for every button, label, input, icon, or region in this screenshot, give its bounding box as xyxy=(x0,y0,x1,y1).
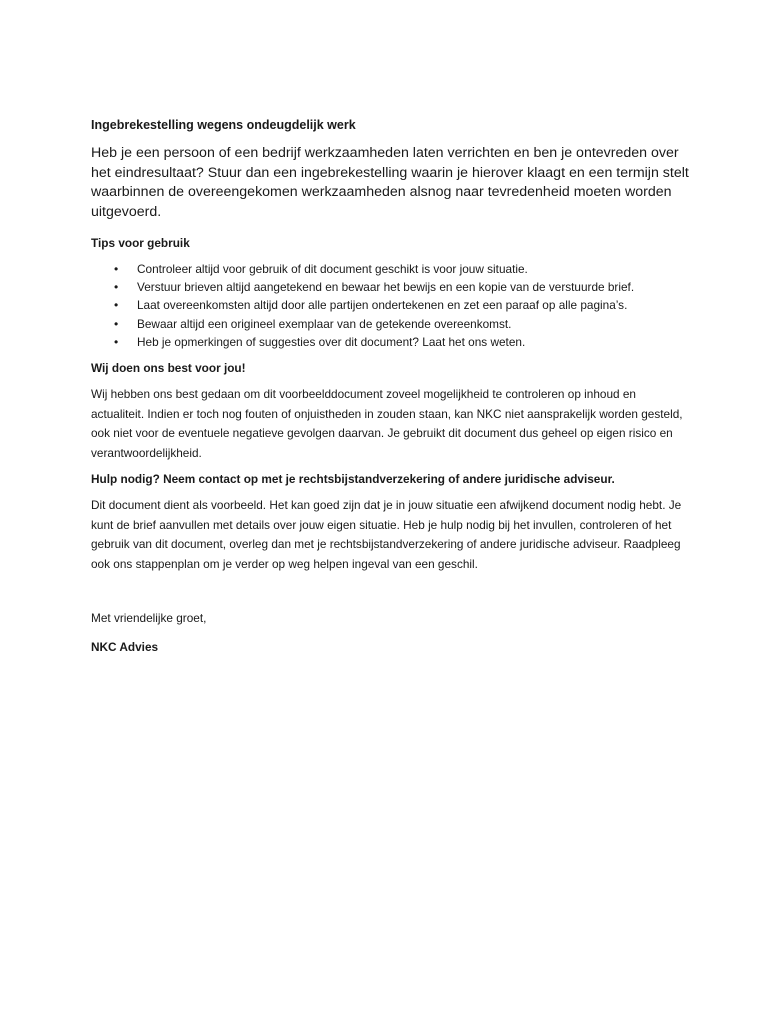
tip-item xyxy=(91,260,691,278)
bullet-icon: • xyxy=(114,316,119,331)
document-title: Ingebrekestelling wegens ondeugdelijk werk xyxy=(91,118,356,132)
tip-text: Laat overeenkomsten altijd door alle partijen ondertekenen en zet een paraaf op alle pagina’s. xyxy=(137,298,628,313)
tip-item xyxy=(91,296,691,314)
tip-text: Heb je opmerkingen of suggesties over dit document? Laat het ons weten. xyxy=(137,334,526,349)
tip-text: Controleer altijd voor gebruik of dit document geschikt is voor jouw situatie. xyxy=(137,262,528,276)
tips-heading: Tips voor gebruik xyxy=(91,236,190,250)
help-paragraph: Dit document dient als voorbeeld. Het kan goed zijn dat je in jouw situatie een afwijkend document nodig hebt. Je kunt de brief aanvullen met details over jouw eigen situatie. Heb je hulp nodig bij het invullen, controleren of het gebruik van dit document, overleg dan met je rechtsbijstandverzekering of andere juridische adviseur. Raadpleeg ook ons stappenplan om je verder op weg helpen ingeval van een geschil. xyxy=(91,498,682,571)
help-heading: Hulp nodig? Neem contact op met je rechtsbijstandverzekering of andere juridische adviseur. xyxy=(91,472,615,487)
document-content xyxy=(91,116,691,656)
tip-item xyxy=(91,315,691,333)
bullet-icon: • xyxy=(114,298,119,313)
best-paragraph: Wij hebben ons best gedaan om dit voorbeelddocument zoveel mogelijkheid te controleren op inhoud en actualiteit. Indien er toch nog fouten of onjuistheden in zouden staan, kan NKC niet aansprakelijk worden gesteld, ook niet voor de eventuele negatieve gevolgen daarvan. Je gebruikt dit document dus geheel op eigen risico en verantwoordelijkheid. xyxy=(91,387,683,460)
bullet-icon: • xyxy=(114,262,119,276)
bullet-icon: • xyxy=(114,280,119,295)
intro-paragraph: Heb je een persoon of een bedrijf werkzaamheden laten verrichten en ben je ontevreden over het eindresultaat? Stuur dan een ingebrekestelling waarin je hierover klaagt en een termijn stelt waarbinnen de overeengekomen werkzaamheden alsnog naar tevredenheid moeten worden uitgevoerd. xyxy=(91,145,689,220)
tips-list xyxy=(91,260,691,351)
tip-item xyxy=(91,278,691,296)
bullet-icon: • xyxy=(114,334,119,349)
best-heading: Wij doen ons best voor jou! xyxy=(91,361,246,376)
spacer xyxy=(91,582,691,610)
closing-greeting: Met vriendelijke groet, xyxy=(91,611,207,626)
tip-text: Verstuur brieven altijd aangetekend en bewaar het bewijs en een kopie van de verstuurde brief. xyxy=(137,280,635,295)
tip-item xyxy=(91,333,691,351)
signature: NKC Advies xyxy=(91,640,159,655)
tip-text: Bewaar altijd een origineel exemplaar van de getekende overeenkomst. xyxy=(137,316,512,331)
